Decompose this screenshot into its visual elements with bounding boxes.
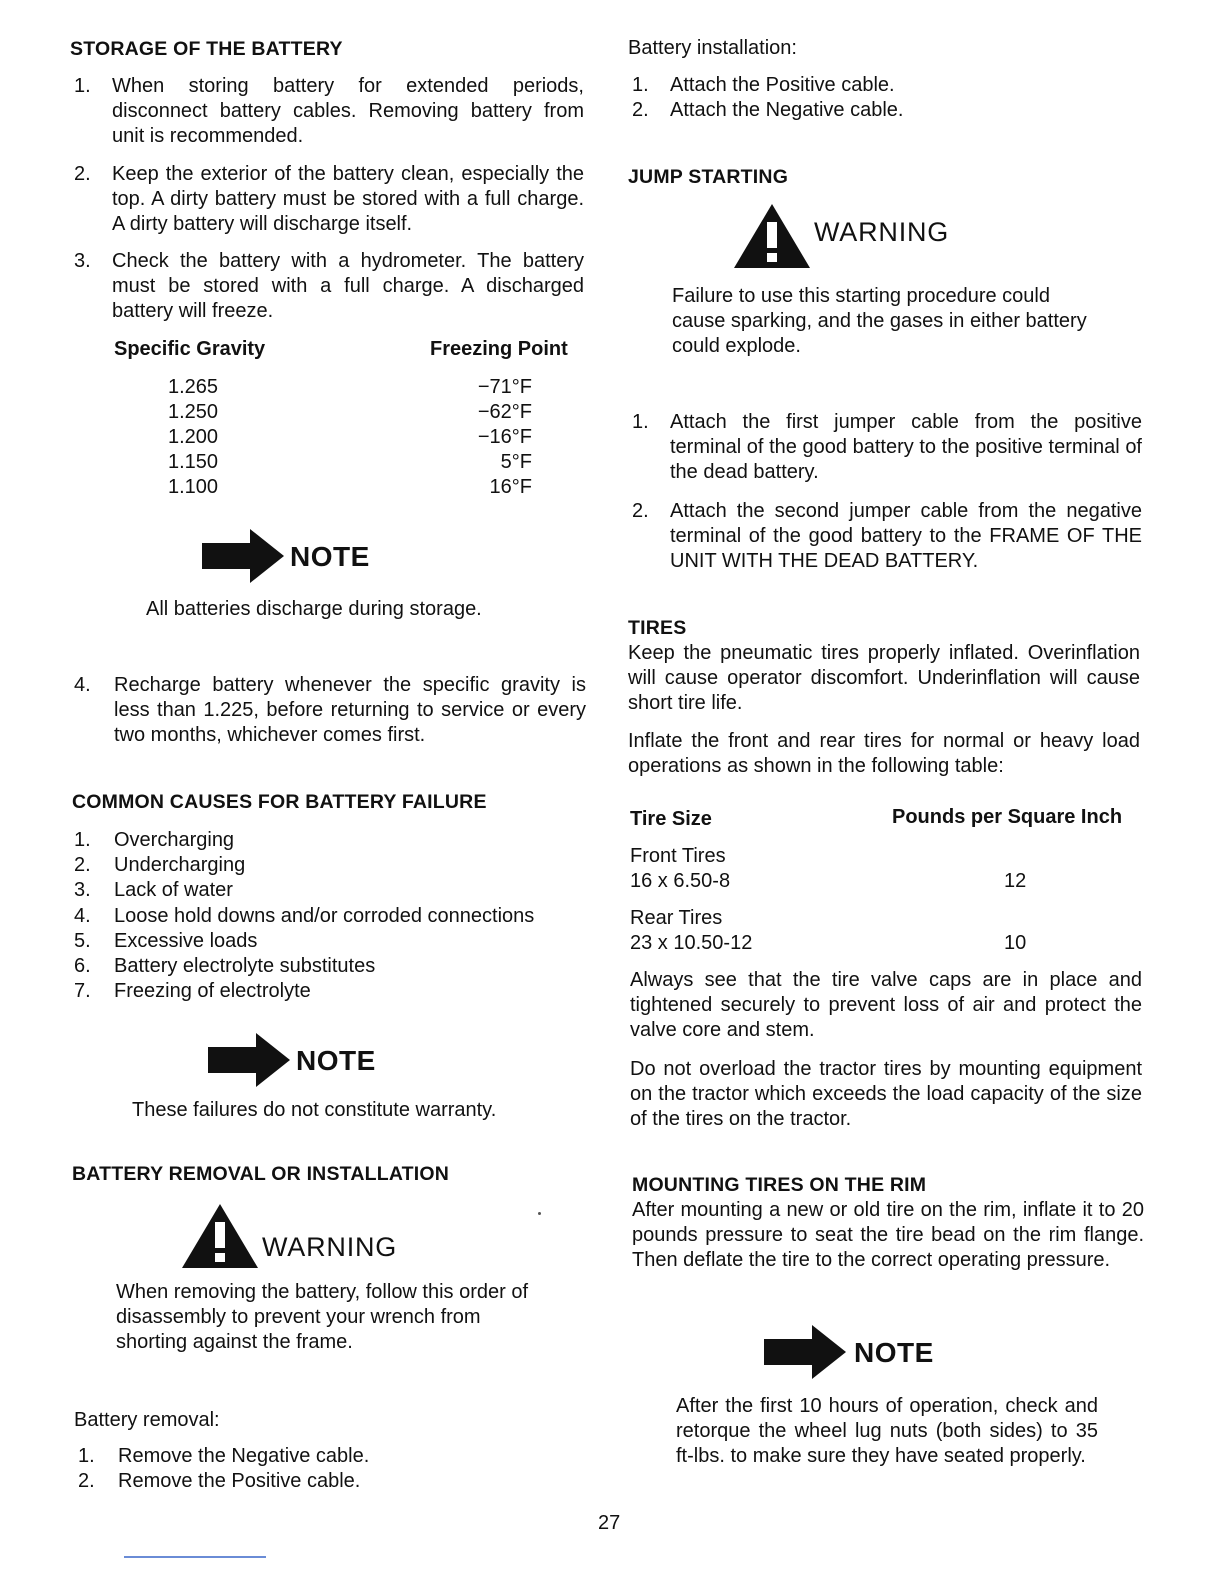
note-text: All batteries discharge during storage.: [146, 598, 482, 620]
list-text: Keep the exterior of the battery clean, especially the top. A dirty battery must be stored with a full charge. A dirty battery will discharge itself.: [112, 163, 584, 235]
table-header-gravity: Specific Gravity: [114, 338, 266, 360]
list-number: 1.: [74, 75, 91, 97]
warning-triangle-icon: [180, 1202, 260, 1270]
list-number: 3.: [74, 250, 91, 272]
list-item: [74, 904, 574, 929]
table-cell-psi: 10: [1004, 932, 1027, 954]
warning-triangle-icon: [732, 202, 812, 270]
arrow-right-icon: [764, 1323, 848, 1381]
list-text: Attach the second jumper cable from the negative terminal of the good battery to the FRAME OF THE UNIT WITH THE DEAD BATTERY.: [670, 500, 1142, 572]
removal-heading: BATTERY REMOVAL OR INSTALLATION: [72, 1163, 450, 1185]
list-item: [632, 499, 1142, 574]
mounting-heading: MOUNTING TIRES ON THE RIM: [632, 1174, 927, 1196]
stray-dot: [538, 1212, 541, 1215]
table-cell-freezing: 5°F: [500, 451, 532, 473]
note-text: These failures do not constitute warranty.: [132, 1099, 497, 1121]
list-text: Remove the Negative cable.: [118, 1445, 370, 1467]
note-text: After the first 10 hours of operation, check and retorque the wheel lug nuts (both sides) to 35 ft-lbs. to make sure they have seated properly.: [676, 1395, 1098, 1467]
list-item: [74, 74, 584, 149]
table-cell-gravity: 1.250: [168, 401, 219, 423]
storage-heading: STORAGE OF THE BATTERY: [70, 38, 343, 60]
tires-paragraph: Do not overload the tractor tires by mounting equipment on the tractor which exceeds the load capacity of the size of the tires on the tractor.: [630, 1058, 1142, 1130]
warning-banner: [732, 200, 949, 272]
jump-starting-heading: JUMP STARTING: [628, 166, 789, 188]
list-item: [74, 249, 584, 324]
table-cell-label: Front Tires: [630, 845, 726, 867]
note-banner: [208, 1030, 376, 1090]
note-label: NOTE: [296, 1044, 376, 1076]
table-header-freezing: Freezing Point: [430, 338, 568, 360]
list-number: 6.: [74, 955, 91, 977]
list-text: Lack of water: [114, 879, 233, 901]
list-number: 1.: [74, 829, 91, 851]
list-item: [74, 929, 574, 954]
tires-paragraph: Keep the pneumatic tires properly inflated. Overinflation will cause operator discomfort. Underinflation will cause short tire life.: [628, 642, 1140, 714]
list-text: Attach the Positive cable.: [670, 74, 895, 96]
list-item: [74, 162, 584, 237]
warning-banner: [180, 1200, 397, 1272]
tires-paragraph: Always see that the tire valve caps are in place and tightened securely to prevent loss of air and protect the valve core and stem.: [630, 969, 1142, 1041]
list-item: [74, 954, 574, 979]
warning-label: WARNING: [262, 1231, 398, 1262]
removal-subheading: Battery removal:: [74, 1409, 220, 1431]
list-item: [74, 853, 574, 878]
list-item: [632, 73, 1032, 98]
tires-paragraph: Inflate the front and rear tires for normal or heavy load operations as shown in the following table:: [628, 730, 1140, 777]
list-text: Excessive loads: [114, 930, 258, 952]
list-text: Check the battery with a hydrometer. The battery must be stored with a full charge. A discharged battery will freeze.: [112, 250, 584, 322]
warning-text: When removing the battery, follow this order of disassembly to prevent your wrench from shorting against the frame.: [116, 1281, 529, 1353]
list-item: [632, 98, 1032, 123]
list-number: 2.: [632, 500, 649, 522]
table-cell-size: 16 x 6.50-8: [630, 870, 731, 892]
table-cell-gravity: 1.200: [168, 426, 219, 448]
list-item: [78, 1444, 478, 1469]
list-item: [74, 673, 586, 748]
table-cell-gravity: 1.100: [168, 476, 219, 498]
causes-heading: COMMON CAUSES FOR BATTERY FAILURE: [72, 791, 487, 813]
list-text: Attach the Negative cable.: [670, 99, 904, 121]
table-cell-gravity: 1.265: [168, 376, 219, 398]
list-item: [74, 828, 574, 853]
installation-subheading: Battery installation:: [628, 37, 797, 59]
note-banner: [202, 526, 370, 586]
list-text: Overcharging: [114, 829, 235, 851]
list-number: 4.: [74, 674, 91, 696]
list-text: Battery electrolyte substitutes: [114, 955, 376, 977]
list-number: 2.: [74, 854, 91, 876]
table-cell-size: 23 x 10.50-12: [630, 932, 753, 954]
list-item: [632, 410, 1142, 485]
table-cell-gravity: 1.150: [168, 451, 219, 473]
note-banner: [764, 1322, 934, 1382]
list-text: Freezing of electrolyte: [114, 980, 311, 1002]
list-number: 4.: [74, 905, 91, 927]
list-text: When storing battery for extended periods, disconnect battery cables. Removing battery from unit is recommended.: [112, 75, 584, 147]
mounting-paragraph: After mounting a new or old tire on the rim, inflate it to 20 pounds pressure to seat the tire bead on the rim flange. Then deflate the tire to the correct operating pressure.: [632, 1199, 1144, 1271]
table-header-psi: Pounds per Square Inch: [892, 806, 1123, 828]
table-cell-freezing: −62°F: [477, 401, 532, 423]
list-number: 1.: [632, 411, 649, 433]
note-label: NOTE: [290, 540, 370, 572]
list-number: 3.: [74, 879, 91, 901]
list-item: [78, 1469, 478, 1494]
table-cell-freezing: −16°F: [477, 426, 532, 448]
list-number: 5.: [74, 930, 91, 952]
table-cell-freezing: 16°F: [489, 476, 532, 498]
note-label: NOTE: [854, 1336, 934, 1368]
page-number: 27: [598, 1512, 621, 1534]
table-cell-psi: 12: [1004, 870, 1027, 892]
bottom-rule: [124, 1556, 266, 1558]
tires-heading: TIRES: [628, 617, 687, 639]
list-number: 2.: [74, 163, 91, 185]
list-text: Recharge battery whenever the specific gravity is less than 1.225, before returning to service or every two months, whichever comes first.: [114, 674, 586, 746]
list-number: 1.: [632, 74, 649, 96]
list-number: 2.: [78, 1470, 95, 1492]
arrow-right-icon: [202, 527, 286, 585]
list-text: Undercharging: [114, 854, 246, 876]
list-item: [74, 878, 574, 903]
list-text: Attach the first jumper cable from the positive terminal of the good battery to the positive terminal of the dead battery.: [670, 411, 1142, 483]
list-item: [74, 979, 574, 1004]
arrow-right-icon: [208, 1031, 292, 1089]
list-number: 2.: [632, 99, 649, 121]
table-cell-freezing: −71°F: [477, 376, 532, 398]
warning-label: WARNING: [814, 216, 950, 247]
warning-text: Failure to use this starting procedure could cause sparking, and the gases in either battery could explode.: [672, 285, 1087, 357]
list-text: Remove the Positive cable.: [118, 1470, 361, 1492]
table-header-tire-size: Tire Size: [630, 808, 712, 830]
list-text: Loose hold downs and/or corroded connections: [114, 905, 535, 927]
list-number: 1.: [78, 1445, 95, 1467]
table-cell-label: Rear Tires: [630, 907, 723, 929]
list-number: 7.: [74, 980, 91, 1002]
